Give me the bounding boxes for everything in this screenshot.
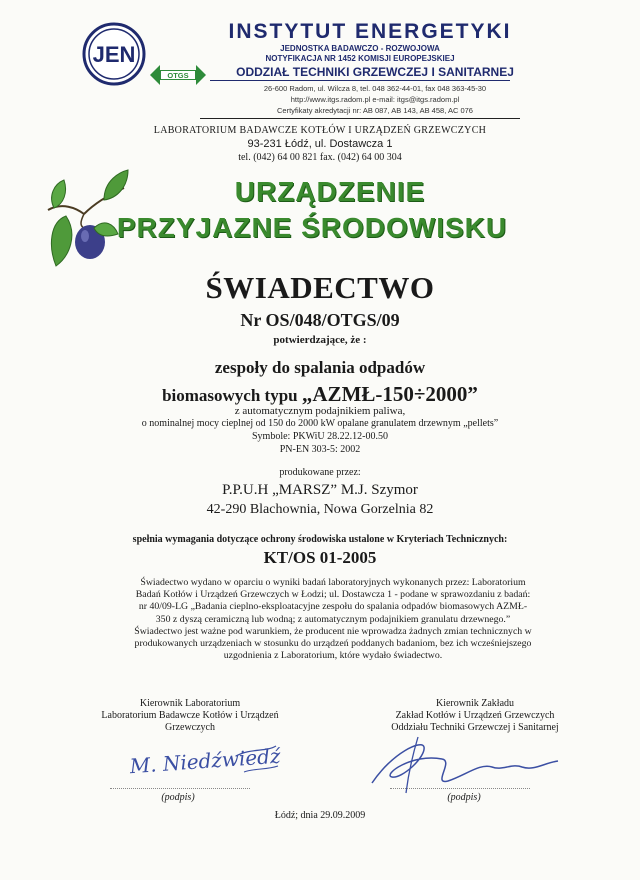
- left-signatory: [70, 698, 310, 734]
- body-line: uzgodnienia z Laboratorium, które wydało świadectwo.: [223, 650, 443, 662]
- left-signature-text: M. Niedźwiedź: [128, 743, 282, 779]
- requirements-statement: spełnia wymagania dotyczące ochrony środowiska ustalone w Kryteriach Technicznych:: [132, 534, 508, 545]
- otgs-logo-text: OTGS: [167, 71, 189, 80]
- section-divider: [200, 118, 520, 119]
- body-line: Świadectwo jest ważne pod warunkiem, że producent nie wprowadza żadnych zmian technicznych w: [134, 625, 532, 637]
- certificate-confirming: potwierdzające, że :: [273, 334, 367, 346]
- jen-logo-text: JEN: [92, 42, 136, 67]
- institute-title: INSTYTUT ENERGETYKI: [228, 20, 512, 43]
- requirements-criteria: KT/OS 01-2005: [263, 548, 377, 567]
- laboratory-address: 93-231 Łódź, ul. Dostawcza 1: [247, 138, 393, 150]
- otgs-logo-icon: [150, 62, 206, 88]
- right-signatory-title: Kierownik Zakładu: [435, 698, 515, 709]
- product-line4: o nominalnej mocy cieplnej od 150 do 2000 kW opalane granulatem drzewnym „pellets”: [141, 418, 499, 429]
- jen-logo-icon: [82, 22, 146, 86]
- left-signatory-org2: Grzewczych: [165, 722, 215, 733]
- product-line3: z automatycznym podajnikiem paliwa,: [234, 405, 406, 417]
- institute-web: http://www.itgs.radom.pl e-mail: itgs@itgs.radom.pl: [290, 95, 460, 104]
- certificate-title: ŚWIADECTWO: [205, 270, 435, 305]
- eco-banner-line1: URZĄDZENIE: [234, 176, 426, 207]
- product-line2-prefix: biomasowych typu: [162, 386, 302, 405]
- right-signatory-org: Zakład Kotłów i Urządzeń Grzewczych: [395, 710, 555, 721]
- place-and-date: Łódź; dnia 29.09.2009: [274, 810, 366, 821]
- body-line: Badań Kotłów i Urządzeń Grzewczych w Łodzi; ul. Dostawcza 1 - podane w sprawozdaniu z badań:: [135, 589, 531, 601]
- product-line2: [100, 382, 540, 407]
- right-signature-caption: (podpis): [447, 792, 481, 803]
- producer-address: 42-290 Blachownia, Nowa Gorzelnia 82: [206, 502, 434, 517]
- laboratory-phones: tel. (042) 64 00 821 fax. (042) 64 00 304: [238, 152, 402, 163]
- institute-notification: NOTYFIKACJA NR 1452 KOMISJI EUROPEJSKIEJ: [265, 54, 455, 63]
- body-line: Świadectwo wydano w oparciu o wyniki badań laboratoryjnych wykonanych przez: Laboratorium: [140, 577, 526, 588]
- product-line1: zespoły do spalania odpadów: [214, 358, 426, 377]
- certificate-body: [112, 577, 554, 662]
- right-signature-line: [390, 788, 530, 790]
- institute-accreditation: Certyfikaty akredytacji nr: AB 087, AB 143, AB 458, AC 076: [277, 106, 473, 115]
- institute-address: 26-600 Radom, ul. Wilcza 8, tel. 048 362-44-01, fax 048 363-45-30: [263, 84, 487, 93]
- producer-label: produkowane przez:: [279, 467, 361, 478]
- body-line: nr 40/09-LG „Badania cieplno-eksploatacyjne zespołu do spalania odpadów biomasowych AZMŁ-: [138, 601, 528, 613]
- product-type: „AZMŁ-150÷2000”: [301, 382, 478, 406]
- left-signatory-org: Laboratorium Badawcze Kotłów i Urządzeń: [101, 710, 279, 721]
- right-signatory: [360, 698, 590, 734]
- product-symbols: Symbole: PKWiU 28.22.12-00.50: [252, 431, 388, 442]
- certificate-number: Nr OS/048/OTGS/09: [240, 310, 400, 330]
- institute-branch: ODDZIAŁ TECHNIKI GRZEWCZEJ I SANITARNEJ: [236, 65, 514, 79]
- left-signature-line: [110, 788, 250, 790]
- producer-name: P.P.U.H „MARSZ” M.J. Szymor: [222, 482, 418, 498]
- product-standard: PN-EN 303-5: 2002: [279, 444, 361, 455]
- eco-banner-line2: PRZYJAZNE ŚRODOWISKU: [116, 212, 508, 243]
- institute-unit: JEDNOSTKA BADAWCZO - ROZWOJOWA: [280, 44, 440, 53]
- body-line: produkowanych urządzeniach w stosunku do urządzeń poddanych badaniom, bez ich wcześniejszego: [134, 638, 532, 650]
- right-signatory-org2: Oddziału Techniki Grzewczej i Sanitarnej: [391, 722, 559, 733]
- left-signatory-title: Kierownik Laboratorium: [139, 698, 241, 709]
- body-line: 350 z dyszą ceramiczną lub wodną; z automatycznym podajnikiem granulatu drzewnego.”: [155, 613, 511, 625]
- left-signature-icon: [116, 738, 286, 784]
- left-signature-caption: (podpis): [161, 792, 195, 803]
- right-signature-icon: [362, 733, 568, 795]
- header-divider: [210, 80, 510, 81]
- laboratory-name: LABORATORIUM BADAWCZE KOTŁÓW I URZĄDZEŃ GRZEWCZYCH: [153, 125, 487, 136]
